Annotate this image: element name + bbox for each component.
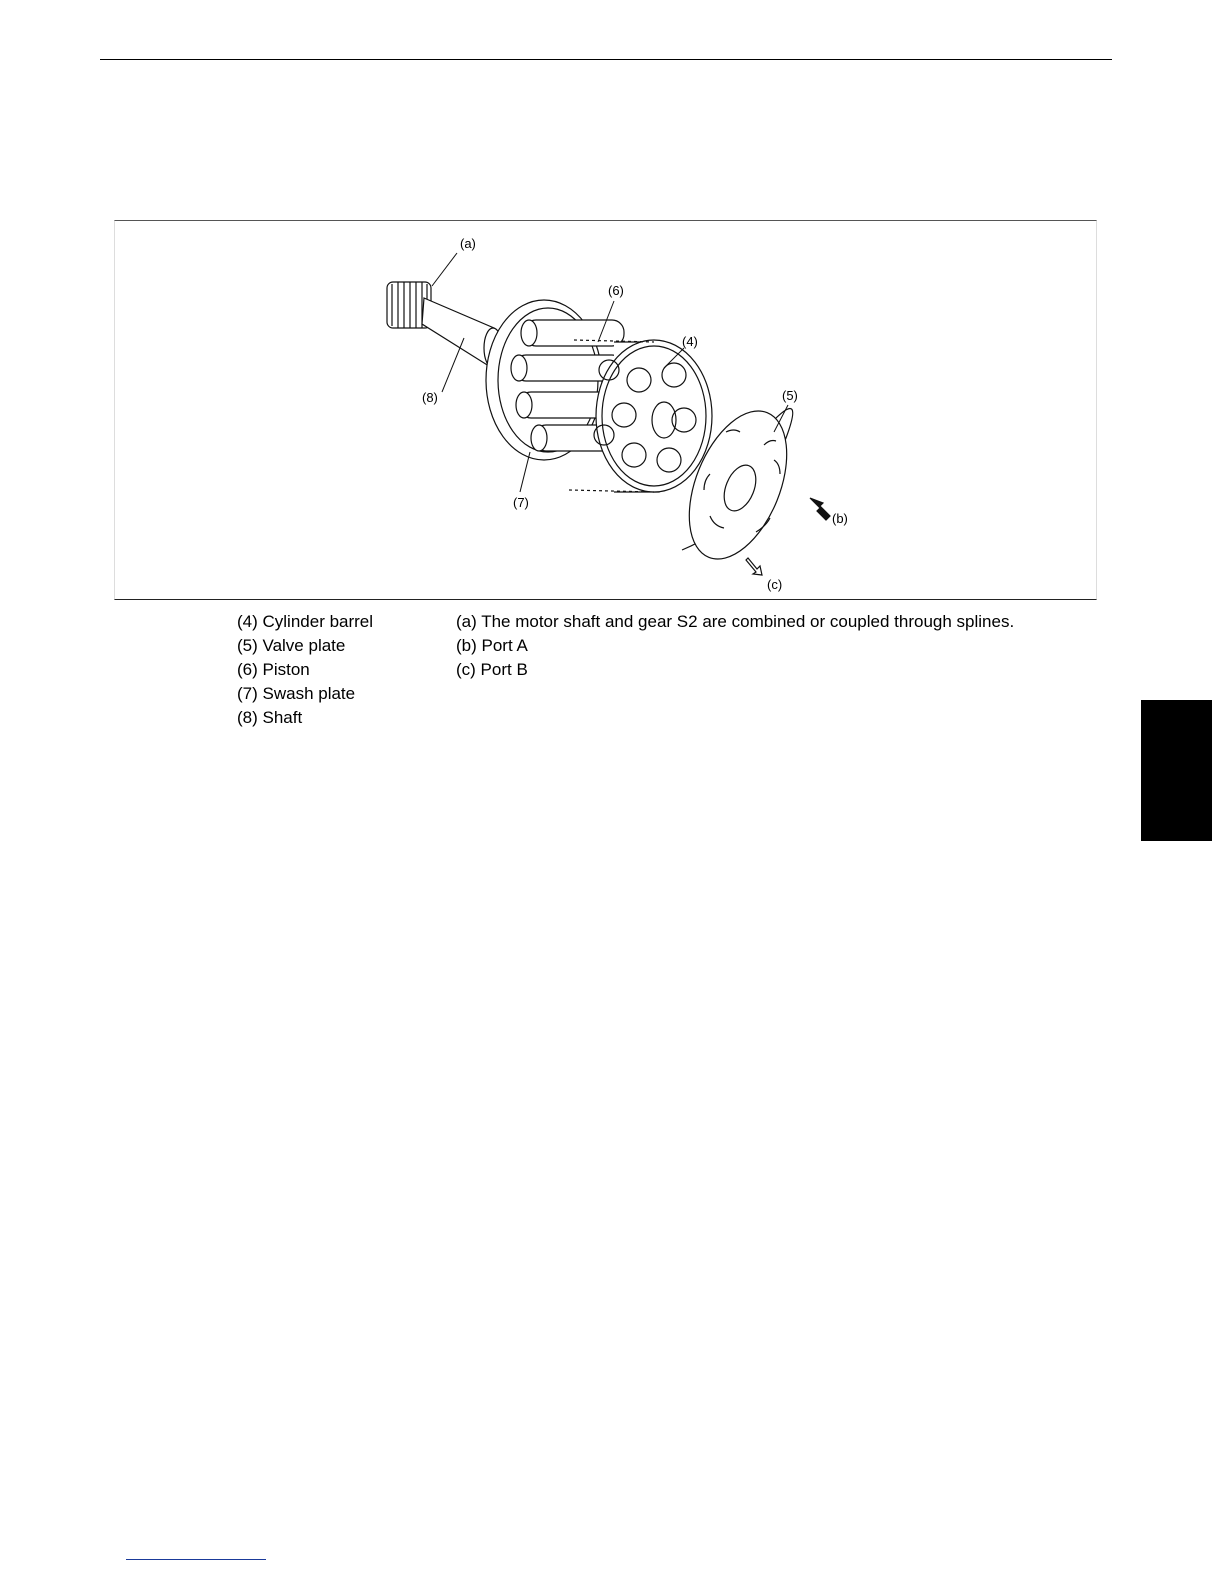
- callout-a: (a): [460, 236, 476, 251]
- legend-part-piston: (6) Piston: [237, 660, 310, 679]
- legend-part-swash-plate: (7) Swash plate: [237, 684, 356, 703]
- section-tab-marker: [1141, 700, 1212, 841]
- legend-note-a: (a) The motor shaft and gear S2 are combined or coupled through splines.: [456, 612, 1015, 631]
- parts-legend: [237, 610, 373, 730]
- callout-7: (7): [513, 495, 529, 510]
- legend-part-shaft: (8) Shaft: [237, 708, 303, 727]
- legend-part-valve-plate: (5) Valve plate: [237, 636, 346, 655]
- port-b-arrow: [746, 558, 762, 575]
- callout-5: (5): [782, 388, 798, 403]
- port-a-arrow: [810, 498, 830, 520]
- legend-part-cylinder-barrel: (4) Cylinder barrel: [237, 612, 374, 631]
- legend-note-b: (b) Port A: [456, 636, 528, 655]
- motor-exploded-diagram: [114, 220, 1097, 600]
- callout-c: (c): [767, 577, 783, 592]
- callout-b: (b): [832, 511, 848, 526]
- header-rule: [100, 59, 1112, 60]
- callout-6: (6): [608, 283, 624, 298]
- footer-link-rule: [126, 1559, 266, 1560]
- legend-note-c: (c) Port B: [456, 660, 528, 679]
- notes-legend: [456, 610, 1014, 682]
- callout-8: (8): [422, 390, 438, 405]
- callout-4: (4): [682, 334, 698, 349]
